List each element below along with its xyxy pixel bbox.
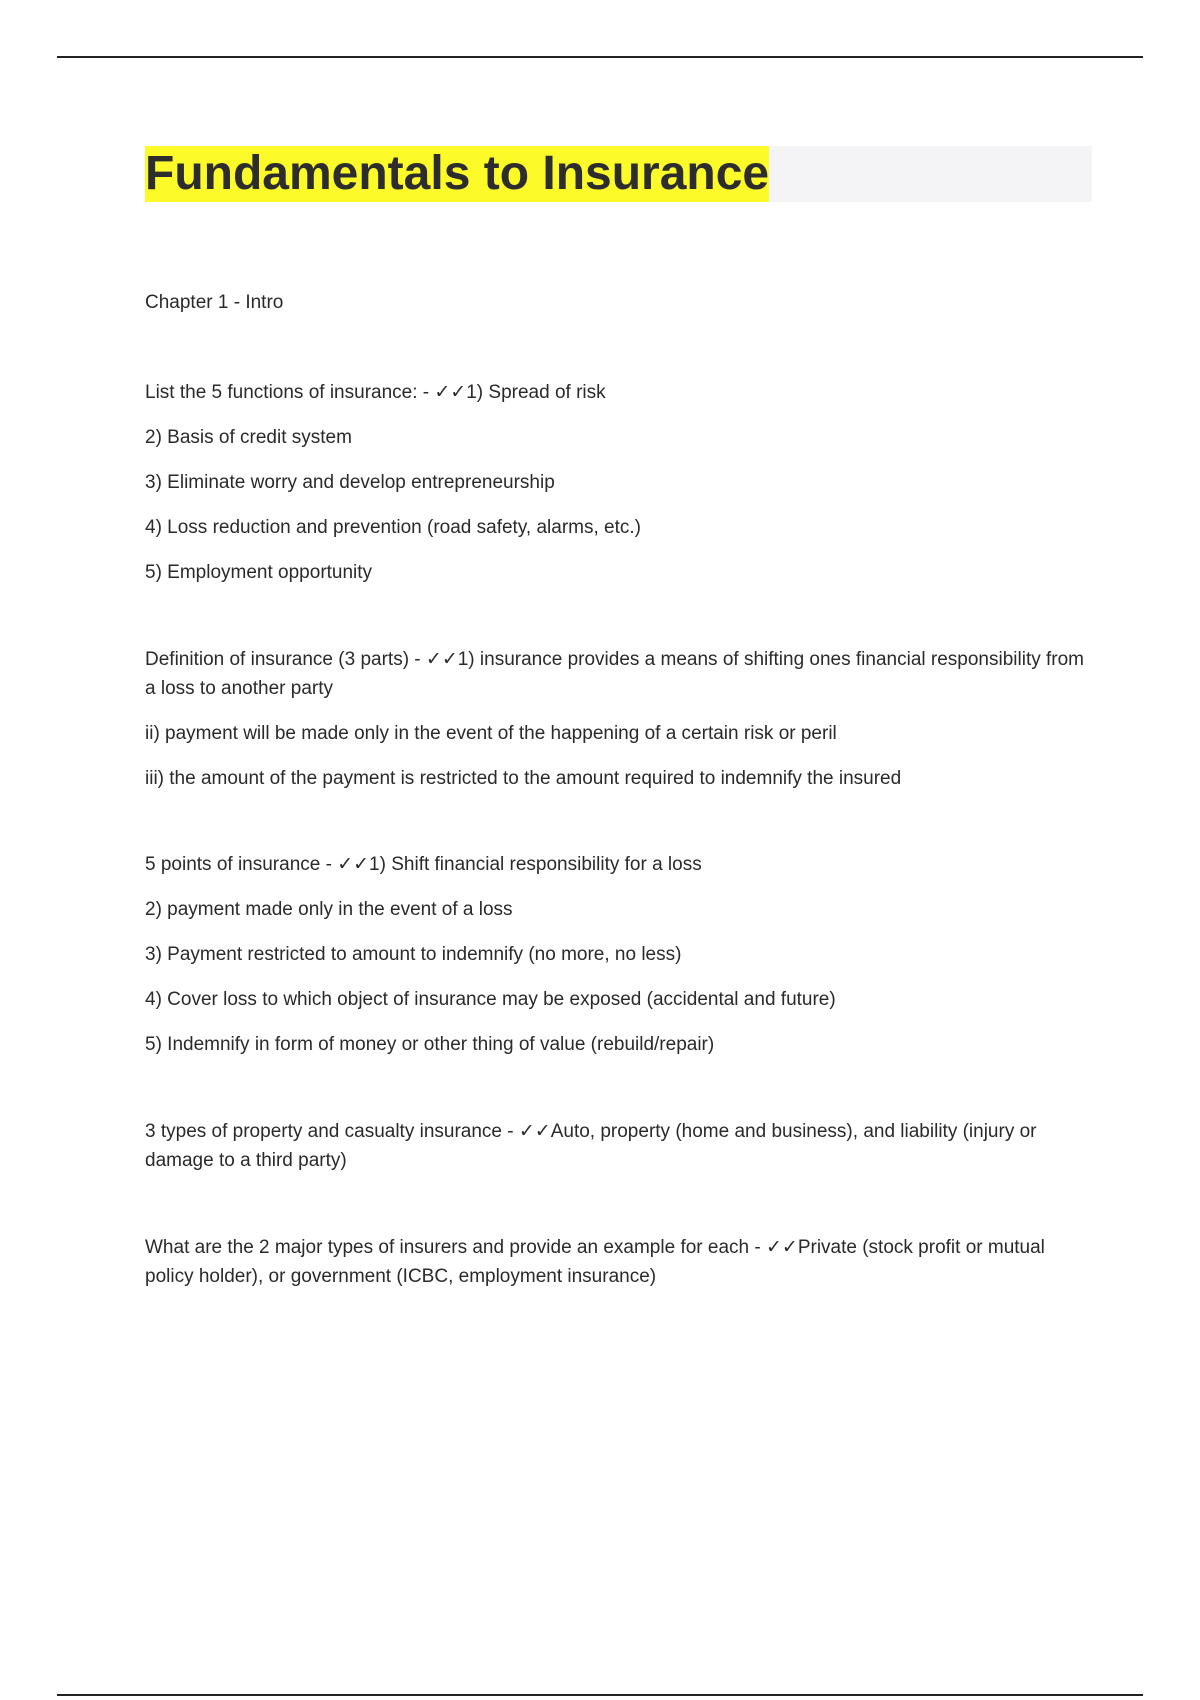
card-points: [145, 851, 1095, 1059]
card-answer-line: 2) Basis of credit system: [145, 427, 352, 448]
card-answer-line: iii) the amount of the payment is restricted to the amount required to indemnify the insured: [145, 768, 902, 789]
card-question: What are the 2 major types of insurers and provide an example for each - ✓✓Private (stock profit or mutual policy holder), or government (ICBC, employment insurance): [145, 1237, 1045, 1287]
top-rule: [57, 56, 1143, 58]
card-question: 5 points of insurance - ✓✓1) Shift financial responsibility for a loss: [145, 854, 702, 875]
document-title: Fundamentals to Insurance: [145, 147, 770, 200]
card-answer-line: 3) Eliminate worry and develop entrepreneurship: [145, 472, 555, 493]
card-question: List the 5 functions of insurance: - ✓✓1) Spread of risk: [145, 382, 606, 403]
card-answer-line: 5) Indemnify in form of money or other thing of value (rebuild/repair): [145, 1034, 715, 1055]
card-answer-line: 5) Employment opportunity: [145, 562, 373, 583]
card-definition: [145, 645, 1095, 793]
card-question: Definition of insurance (3 parts) - ✓✓1) insurance provides a means of shifting ones financial responsibility from a loss to another party: [145, 649, 1084, 699]
card-insurer-types: [145, 1233, 1095, 1291]
card-answer-line: 2) payment made only in the event of a loss: [145, 899, 513, 920]
card-functions: [145, 379, 1095, 587]
chapter-heading: Chapter 1 - Intro: [145, 292, 284, 313]
card-question: 3 types of property and casualty insurance - ✓✓Auto, property (home and business), and liability (injury or damage to a third party): [145, 1121, 1037, 1171]
card-types-pc: [145, 1117, 1095, 1175]
card-answer-line: 4) Loss reduction and prevention (road safety, alarms, etc.): [145, 517, 642, 538]
card-answer-line: 3) Payment restricted to amount to indemnify (no more, no less): [145, 944, 682, 965]
card-answer-line: ii) payment will be made only in the event of the happening of a certain risk or peril: [145, 723, 837, 744]
bottom-rule: [57, 1694, 1143, 1696]
document-content: [145, 290, 1095, 1349]
card-answer-line: 4) Cover loss to which object of insurance may be exposed (accidental and future): [145, 989, 836, 1010]
